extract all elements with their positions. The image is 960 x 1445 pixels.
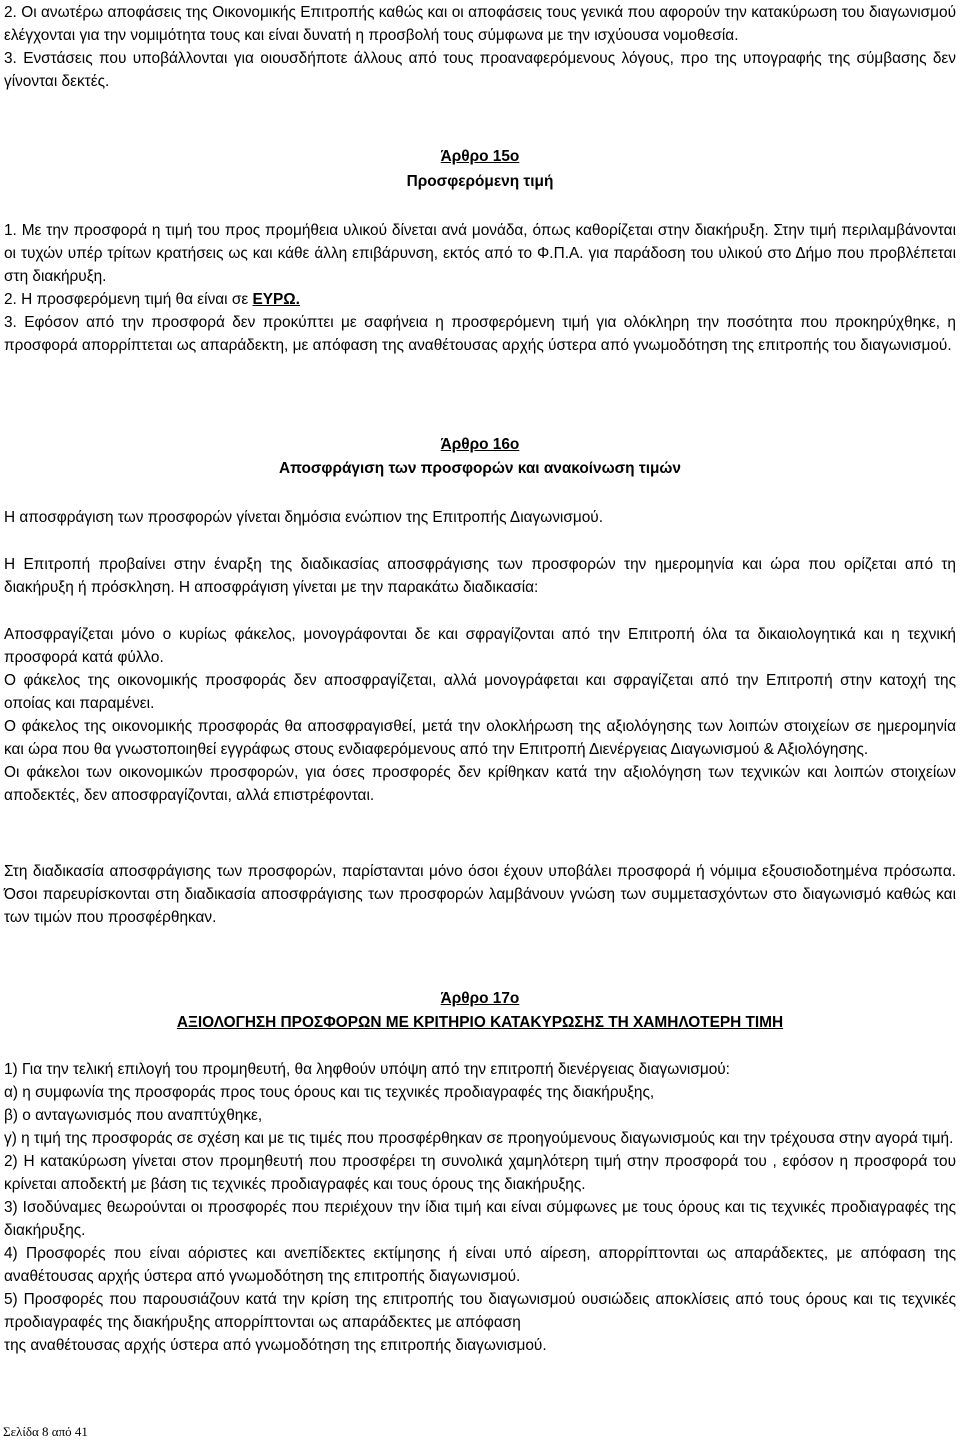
article16-p7-block: [4, 860, 956, 929]
article15-title: Προσφερόμενη τιμή: [406, 173, 554, 190]
article17-number: Άρθρο 17ο: [440, 990, 520, 1007]
article16-p1: Η αποσφράγιση των προσφορών γίνεται δημόσια ενώπιον της Επιτροπής Διαγωνισμού.: [4, 509, 603, 526]
article16-p2-block: [4, 553, 956, 599]
article17-item1b: β) ο ανταγωνισμός που αναπτύχθηκε,: [4, 1107, 263, 1124]
article17-title: ΑΞΙΟΛΟΓΗΣΗ ΠΡΟΣΦΟΡΩΝ ΜΕ ΚΡΙΤΗΡΙΟ ΚΑΤΑΚΥΡΩΣΗΣ ΤΗ ΧΑΜΗΛΟΤΕΡΗ ΤΙΜΗ: [176, 1014, 784, 1031]
article16-p7: Στη διαδικασία αποσφράγισης των προσφορών, παρίστανται μόνο όσοι έχουν υποβάλει προσφορά ή νόμιμα εξουσιοδοτημένα πρόσωπα. Όσοι παρευρίσκονται στη διαδικασία αποσφράγισης των προσφορών λαμβάνουν γνώση των συμμετασχόντων στο διαγωνισμό καθώς και των τιμών που προσφέρθηκαν.: [4, 863, 956, 926]
article17-item3: 3) Ισοδύναμες θεωρούνται οι προσφορές που περιέχουν την ίδια τιμή και είναι σύμφωνες με τους όρους και τις τεχνικές προδιαγραφές της διακήρυξης.: [4, 1199, 956, 1239]
article17-item4: 4) Προσφορές που είναι αόριστες και ανεπίδεκτες εκτίμησης ή είναι υπό αίρεση, απορρίπτονται ως απαράδεκτες, με απόφαση της αναθέτουσας αρχής ύστερα από γνωμοδότηση της επιτροπής διαγωνισμού.: [4, 1245, 956, 1285]
article15-item3: 3. Εφόσον από την προσφορά δεν προκύπτει με σαφήνεια η προσφερόμενη τιμή για ολόκληρη την ποσότητα που προκηρύχθηκε, η προσφορά απορρίπτεται ως απαράδεκτη, με απόφαση της αναθέτουσας αρχής ύστερα από γνωμοδότηση της επιτροπής του διαγωνισμού.: [4, 314, 956, 354]
article16-body: [4, 623, 956, 807]
article17-body: [4, 1058, 956, 1357]
article16-p3: Αποσφραγίζεται μόνο ο κυρίως φάκελος, μονογράφονται δε και σφραγίζονται από την Επιτροπή όλα τα δικαιολογητικά και η τεχνική προσφορά κατά φύλλο.: [4, 626, 956, 666]
article16-p1-block: [4, 506, 956, 529]
article14-item3: 3. Ενστάσεις που υποβάλλονται για οιουσδήποτε άλλους από τους προαναφερόμενους λόγους, προ της υπογραφής της σύμβασης δεν γίνονται δεκτές.: [4, 50, 956, 90]
article15-item1: 1. Με την προσφορά η τιμή του προς προμήθεια υλικού δίνεται ανά μονάδα, όπως καθορίζεται στην διακήρυξη. Στην τιμή περιλαμβάνονται οι τυχών υπέρ τρίτων κρατήσεις ως και κάθε άλλη επιβάρυνση, εκτός από το Φ.Π.Α. για παράδοση του υλικού στο Δήμο που προβλέπεται στη διακήρυξη.: [4, 222, 956, 285]
article17-item2: 2) Η κατακύρωση γίνεται στον προμηθευτή που προσφέρει τη συνολικά χαμηλότερη τιμή στην προσφορά του , εφόσον η προσφορά του κρίνεται αποδεκτή με βάση τις τεχνικές προδιαγραφές και τους όρους της διακήρυξης.: [4, 1153, 956, 1193]
page-footer: Σελίδα 8 από 41: [3, 1424, 88, 1439]
article16-p2: Η Επιτροπή προβαίνει στην έναρξη της διαδικασίας αποσφράγισης των προσφορών την ημερομηνία και ώρα που ορίζεται από τη διακήρυξη ή πρόσκληση. Η αποσφράγιση γίνεται με την παρακάτω διαδικασία:: [4, 556, 956, 596]
article17-item1: 1) Για την τελική επιλογή του προμηθευτή, θα ληφθούν υπόψη από την επιτροπή διενέργειας διαγωνισμού:: [4, 1061, 730, 1078]
article15-item2: [4, 288, 956, 311]
article15-item2-prefix: 2. Η προσφερόμενη τιμή θα είναι σε: [4, 291, 253, 308]
article16-title: Αποσφράγιση των προσφορών και ανακοίνωση τιμών: [279, 460, 681, 477]
article15-number: Άρθρο 15ο: [440, 148, 520, 165]
article15-item2-currency: ΕΥΡΩ.: [252, 291, 300, 308]
article16-p4: Ο φάκελος της οικονομικής προσφοράς δεν αποσφραγίζεται, αλλά μονογράφεται και σφραγίζεται από την Επιτροπή στην κατοχή της οποίας και παραμένει.: [4, 672, 956, 712]
article16-number: Άρθρο 16ο: [440, 436, 520, 453]
article17-item5-line2: της αναθέτουσας αρχής ύστερα από γνωμοδότηση της επιτροπής διαγωνισμού.: [4, 1337, 547, 1354]
article17-item1a: α) η συμφωνία της προσφοράς προς τους όρους και τις τεχνικές προδιαγραφές της διακήρυξης,: [4, 1084, 655, 1101]
article16-p5: Ο φάκελος της οικονομικής προσφοράς θα αποσφραγισθεί, μετά την ολοκλήρωση της αξιολόγησης των λοιπών στοιχείων σε ημερομηνία και ώρα που θα γνωστοποιηθεί εγγράφως στους ενδιαφερόμενους από την Επιτροπή Διενέργειας Διαγωνισμού & Αξιολόγησης.: [4, 718, 956, 758]
article16-p6: Οι φάκελοι των οικονομικών προσφορών, για όσες προσφορές δεν κρίθηκαν κατά την αξιολόγηση των τεχνικών και λοιπών στοιχείων αποδεκτές, δεν αποσφραγίζονται, αλλά επιστρέφονται.: [4, 764, 956, 804]
article17-item5-line1: 5) Προσφορές που παρουσιάζουν κατά την κρίση της επιτροπής του διαγωνισμού ουσιώδεις αποκλίσεις από τους όρους και τις τεχνικές προδιαγραφές της διακήρυξης απορρίπτονται ως απαράδεκτες με απόφαση: [4, 1291, 956, 1331]
article17-item1c: γ) η τιμή της προσφοράς σε σχέση και με τις τιμές που προσφέρθηκαν σε προηγούμενους διαγωνισμούς και την τρέχουσα στην αγορά τιμή.: [4, 1130, 954, 1147]
article14-item2: 2. Οι ανωτέρω αποφάσεις της Οικονομικής Επιτροπής καθώς και οι αποφάσεις τους γενικά που αφορούν την κατακύρωση του διαγωνισμού ελέγχονται για την νομιμότητα τους και είναι δυνατή η προσβολή τους σύμφωνα με την ισχύουσα νομοθεσία.: [4, 4, 956, 44]
article14-continuation: [4, 1, 956, 93]
article15-body: [4, 219, 956, 357]
